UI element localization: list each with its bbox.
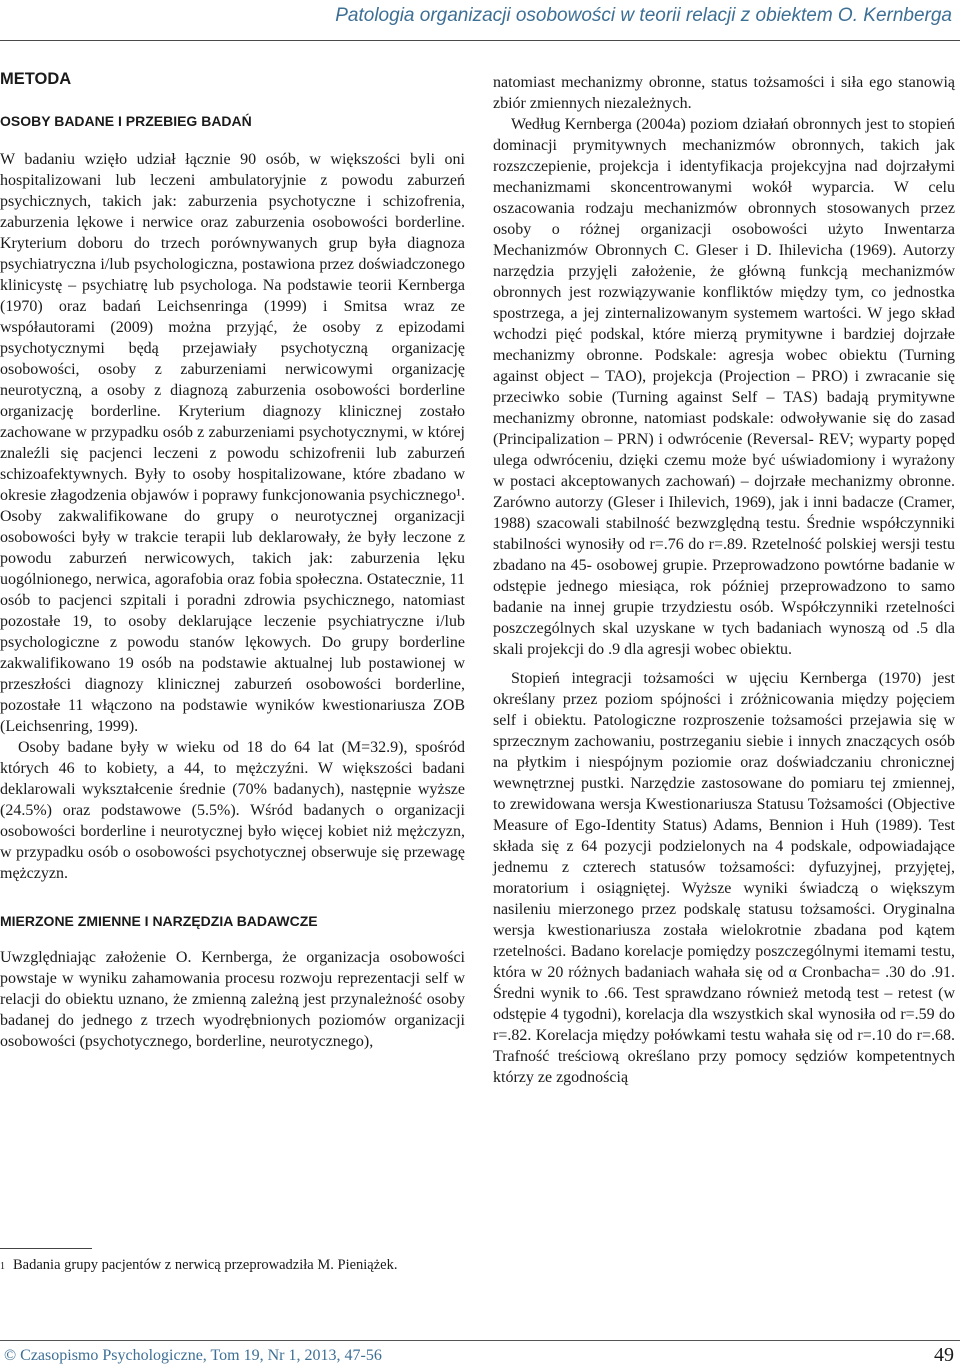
subsection-title-participants: OSOBY BADANE I PRZEBIEG BADAŃ [0,113,252,129]
left-column [0,62,465,1052]
journal-citation: © Czasopismo Psychologiczne, Tom 19, Nr 1, 2013, 47-56 [4,1347,382,1364]
paragraph-variables: natomiast mechanizmy obronne, status tożsamości i siła ego stanowią zbiór zmiennych niezależnych. [493,74,955,112]
footnote-marker: 1 [0,1261,5,1272]
running-header [0,0,960,41]
footnote-text: Badania grupy pacjentów z nerwicą przeprowadziła M. Pieniążek. [13,1257,398,1273]
footnote [0,1256,460,1275]
page-number: 49 [934,1344,954,1366]
paragraph-participants: W badaniu wzięło udział łącznie 90 osób, w większości byli oni hospitalizowani lub leczeni ambulatoryjnie z powodu zaburzeń psychicznych, takich jak: zaburzenia psychotyczne i schizofrenia, zaburzenia lękowe i nerwice oraz zaburzenia osobowości borderline. Kryterium doboru do trzech porównywanych grup była diagnoza psychiatryczna i/lub psychologiczna, postawiona przez doświadczonego klinicystę – psychiatrę lub psychologa. Na podstawie teorii Kernberga (1970) oraz badań Leichsenringa (1999) i Smitsa wraz ze współautorami (2009) można przyjąć, że osoby z epizodami psychotycznymi będą przejawiały psychotyczną organizację osobowości, osoby z zaburzeniami nerwicowymi organizację neurotyczną, a osoby z diagnozą zaburzenia osobowości borderline organizację borderline. Kryterium diagnozy klinicznej zostało zachowane w przypadku osób z zaburzeniami psychotycznymi, w której znaleźli się pacjenci leczeni z powodu schizofrenii lub zaburzeń schizoafektywnych. Były to osoby hospitalizowane, które zbadano w okresie złagodzenia objawów i poprawy funkcjonowania psychicznego¹. Osoby zakwalifikowane do grupy o neurotycznej organizacji osobowości były w trakcie terapii lub deklarowały, że były leczone z powodu zaburzeń nerwicowych, takich jak: zaburzenia lęku uogólnionego, nerwica, agorafobia oraz fobia społeczna. Ostatecznie, 11 osób to pacjenci szpitali i poradni zdrowia psychicznego, natomiast pozostałe 19, to osoby deklarujące leczenie psychiatryczne i/lub psychologiczne z powodu stanów lękowych. Do grupy borderline zakwalifikowano 19 osób na podstawie aktualnej lub postawionej w przeszłości diagnozy klinicznej zaburzeń osobowości borderline, pozostałe 11 włączono na podstawie wyników kwestionariusza ZOB (Leichsenring, 1999). [0,151,465,735]
paragraph-demographics: Osoby badane były w wieku od 18 do 64 lat (M=32.9), spośród których 46 to kobiety, a 44, to mężczyźni. W większości badani deklarowali wykształcenie średnie (70% badanych), następnie wyższe (24.5%) oraz podstawowe (5.5%). Wśród badanych o organizacji osobowości borderline i neurotycznej było więcej kobiet niż mężczyzn, w przypadku osób o osobowości psychotycznej obserwuje się przewagę mężczyzn. [0,739,465,882]
paragraph-defense-mechanisms: Według Kernberga (2004a) poziom działań obronnych jest to stopień dominacji prymitywnych mechanizmów obronnych, takich jak rozszczepienie, projekcja i identyfikacja projekcyjna nad dojrzałymi mechanizmami skoncentrowanymi wokół wyparcia. W celu oszacowania rodzaju mechanizmów obronnych stosowanych przez osoby o różnej organizacji osobowości użyto Inwentarza Mechanizmów Obronnych C. Gleser i D. Ihilevicha (1969). Autorzy narzędzia przyjęli założenie, że główną funkcją mechanizmów obronnych jest rozwiązywanie konfliktów między tym, co jednostka spostrzega, a jej zinternalizowanym systemem wartości. W jego skład wchodzi pięć podskal, które mierzą prymitywne i bardziej dojrzałe mechanizmy obronne. Podskale: agresja wobec obiektu (Turning against object – TAO), projekcja (Projection – PRO) i zwracanie się przeciwko sobie (Turning against Self – TAS) badają prymitywne mechanizmy obronne, natomiast podskale: odwoływanie się do zasad (Principalization – PRN) i odwrócenie (Reversal- REV; wyparty popęd ulega odwróceniu, dzięki czemu może być uświadomiony i wyrażony w postaci akceptowanych zachowań) – dojrzałe mechanizmy obronne. Zarówno autorzy (Gleser i Ihilevich, 1969), jak i inni badacze (Cramer, 1988) szacowali stabilność bezwzględną testu. Średnie współczynniki stabilności wynosiły od r=.76 do r=.89. Rzetelność polskiej wersji testu zbadano na 45- osobowej grupie. Przeprowadzono powtórne badanie w odstępie jednego miesiąca, rok później przeprowadzono to samo badanie na innej grupie trzydziestu osób. Współczynniki rzetelności poszczególnych skal uzyskane w tych badaniach wynoszą od .5 dla skali projekcji do .9 dla agresji wobec obiektu. [493,116,955,658]
running-title: Patologia organizacji osobowości w teorii relacji z obiektem O. Kernberga [335,5,952,26]
footer-rule [0,1340,960,1341]
subsection-title-measures: MIERZONE ZMIENNE I NARZĘDZIA BADAWCZE [0,913,318,929]
footnote-rule [0,1248,92,1249]
right-column [493,72,955,1088]
section-title-metoda: METODA [0,70,72,88]
paragraph-identity-status: Stopień integracji tożsamości w ujęciu Kernberga (1970) jest określany przez poziom spójności i zróżnicowania między pojęciem self i obiektu. Patologiczne rozproszenie tożsamości przejawia się w sprzecznym zachowaniu, postrzeganiu siebie i innych znaczących osób na płytkim i niespójnym poziomie oraz doświadczaniu chronicznej wewnętrznej pustki. Narzędzie zastosowane do pomiaru tej zmiennej, to zrewidowana wersja Kwestionariusza Statusu Tożsamości (Objective Measure of Ego-Identity Status) Adams, Bennion i Huh (1989). Test składa się z 64 pozycji podzielonych na 4 podskale, odpowiadające jednemu z czterech statusów tożsamości: dyfuzyjnej, przyjętej, moratorium i osiągniętej. Wyższe wyniki świadczą o większym nasileniu mierzonego przez podskalę statusu tożsamości. Oryginalna wersja kwestionariusza została wielokrotnie zbadana pod kątem rzetelności. Badano korelacje pomiędzy poszczególnymi itemami testu, która w 20 różnych badaniach wahała się od α Cronbacha= .30 do .91. Średni wynik to .66. Test sprawdzano również metodą test – retest (w odstępie 4 tygodni), korelacja dla wszystkich skal wynosiła od r=.59 do r=.82. Korelacja między połówkami testu wahała się od r=.10 do r=.68. Trafność treściową określano przy pomocy sędziów kompetentnych którzy ze zgodnością [493,670,955,1086]
paragraph-measures: Uwzględniając założenie O. Kernberga, że organizacja osobowości powstaje w wyniku zahamowania procesu rozwoju reprezentacji self w relacji do obiektu uznano, że zmienną zależną jest przynależność osoby badanej do jednego z trzech wyodrębnionych poziomów organizacji osobowości (psychotycznego, borderline, neurotycznego), [0,949,465,1050]
